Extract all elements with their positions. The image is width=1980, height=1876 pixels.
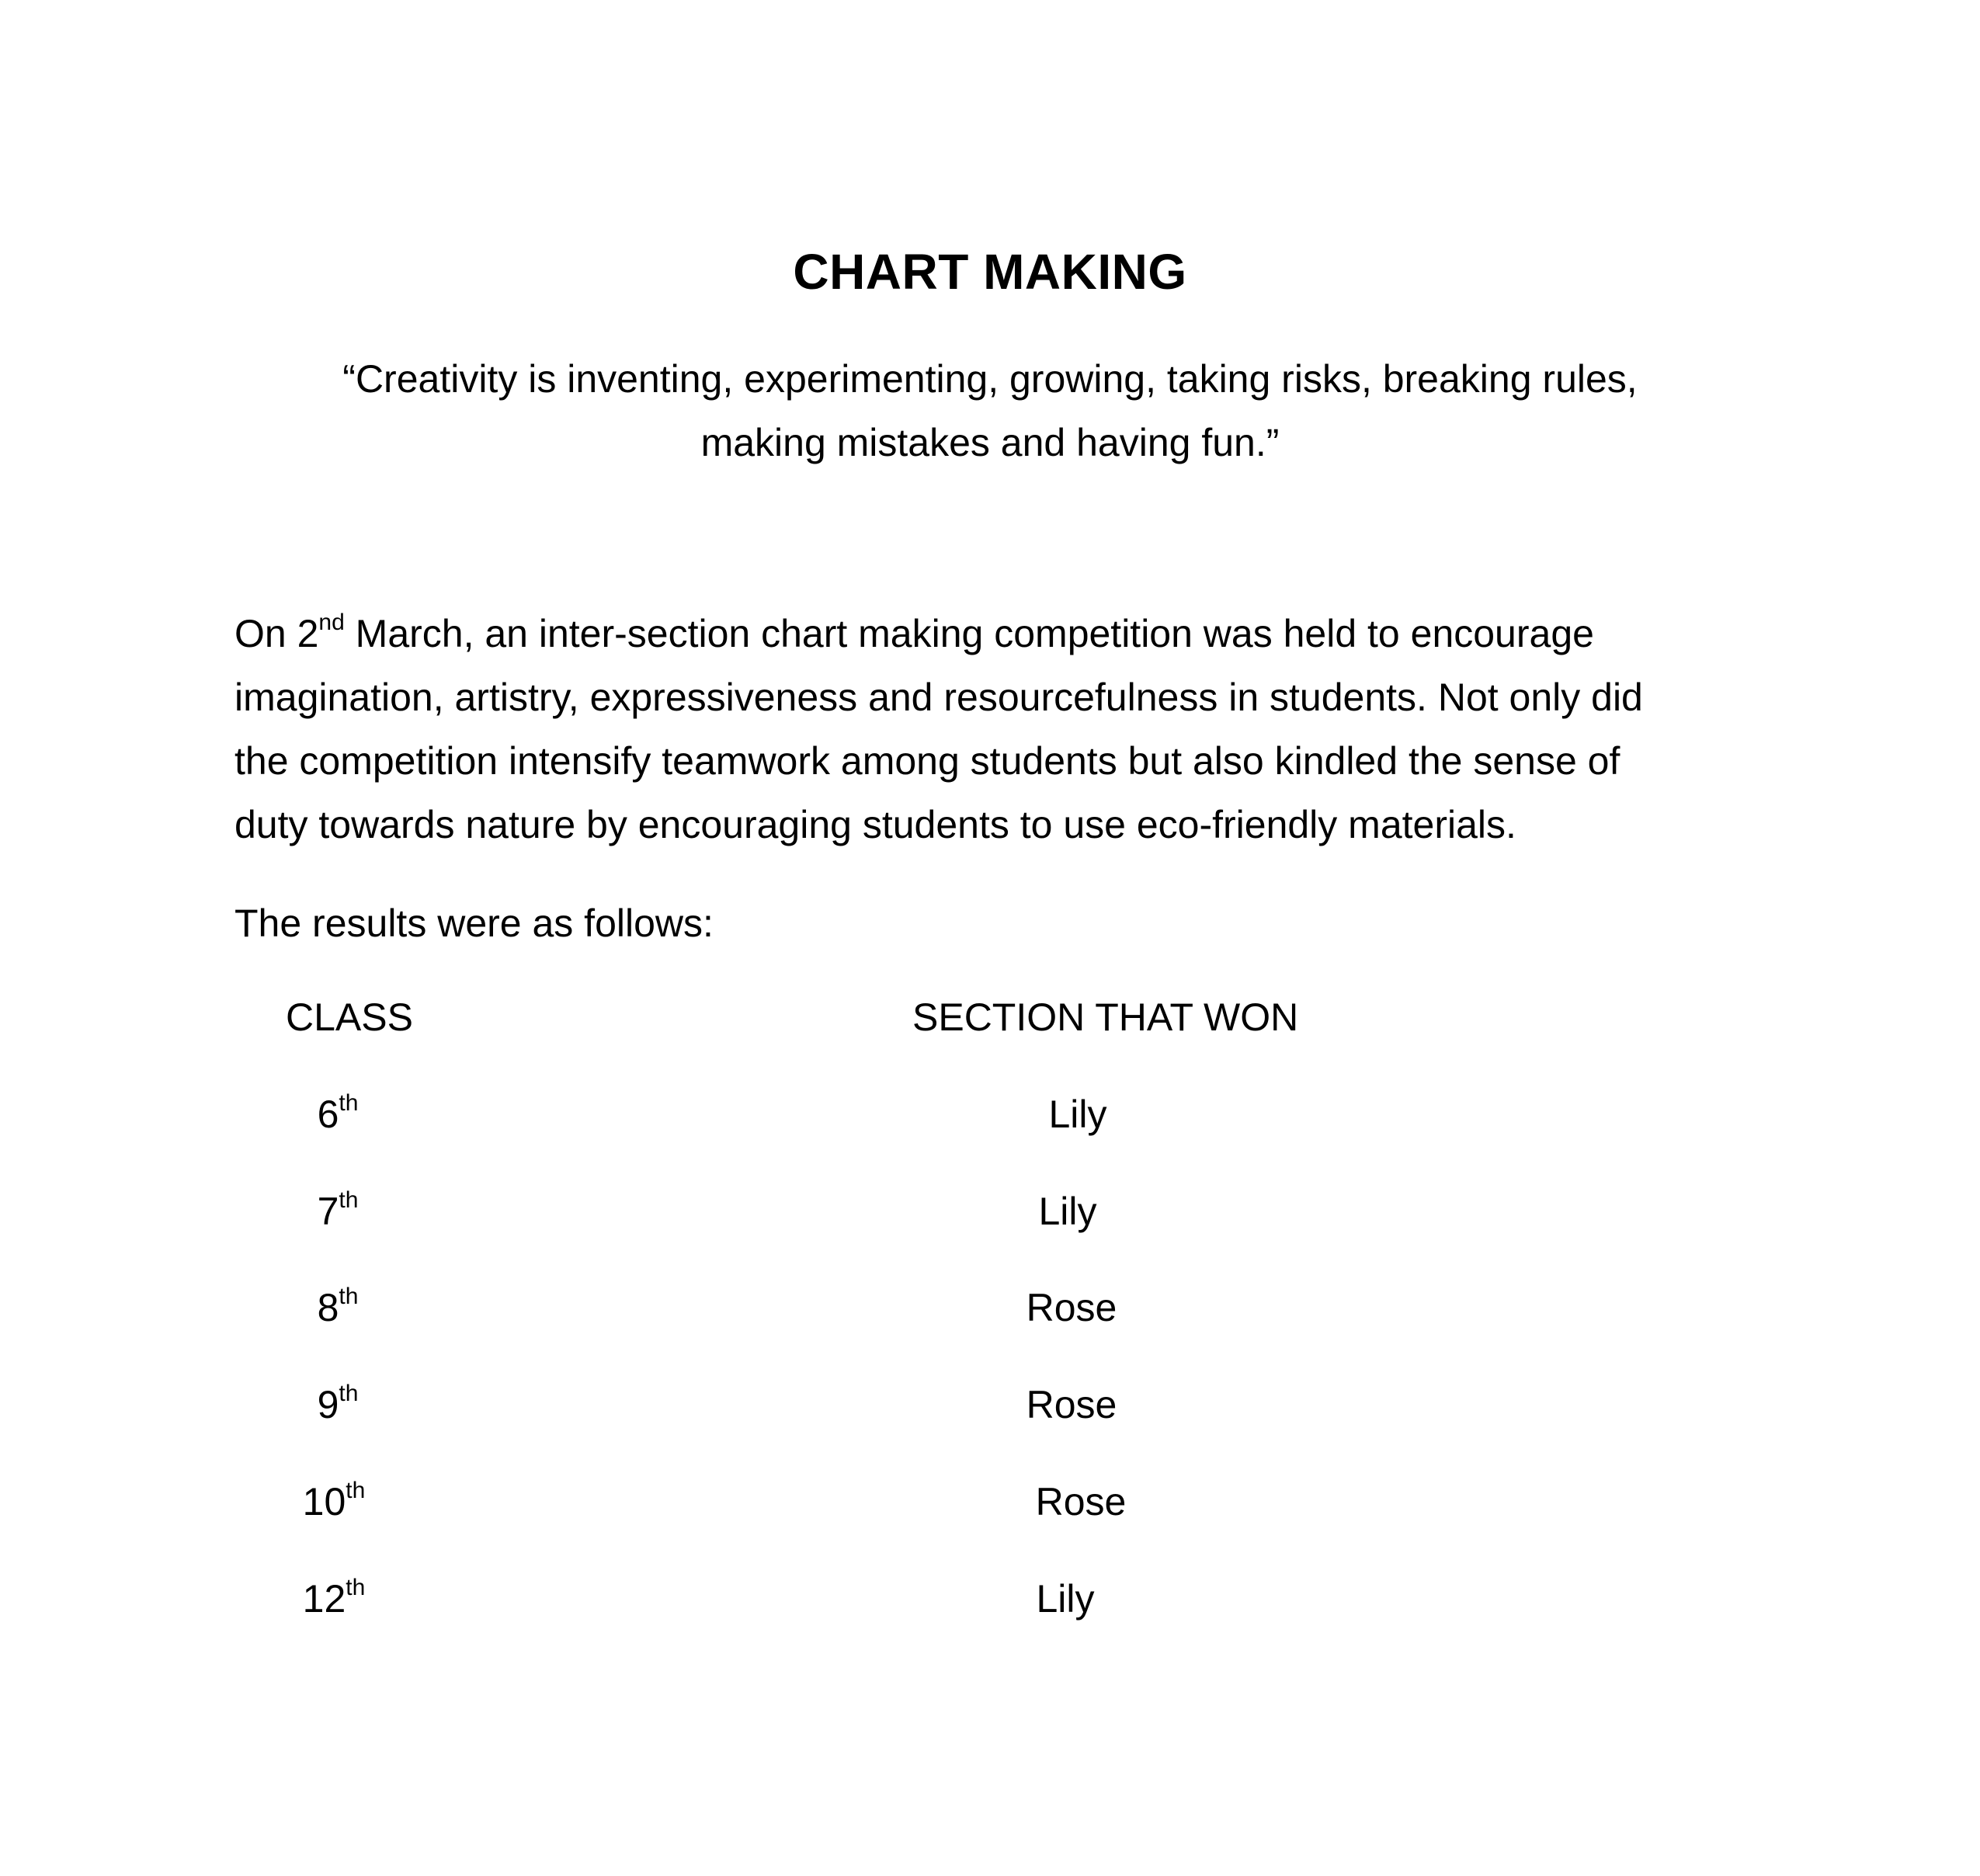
class-cell	[283, 1280, 392, 1335]
class-number: 12	[302, 1577, 346, 1621]
section-cell: Rose	[1026, 1286, 1117, 1329]
ordinal-suffix: th	[339, 1381, 359, 1407]
paragraph-line: duty towards nature by encouraging students to use eco-friendly materials.	[234, 803, 1516, 846]
class-number: 9	[317, 1383, 339, 1426]
paragraph-line	[234, 602, 1787, 665]
column-header-class: CLASS	[286, 995, 413, 1039]
results-intro: The results were as follows:	[234, 902, 714, 945]
paragraph-line: imagination, artistry, expressiveness and resourcefulness in students. Not only did	[234, 676, 1643, 719]
section-cell: Lily	[1038, 1190, 1097, 1233]
paragraph-text: March, an inter-section chart making competition was held to encourage	[344, 612, 1594, 655]
class-cell	[283, 1087, 392, 1141]
class-cell	[280, 1475, 388, 1529]
class-cell	[283, 1377, 392, 1432]
section-cell: Rose	[1035, 1480, 1127, 1523]
paragraph-line: the competition intensify teamwork among students but also kindled the sense of	[234, 739, 1620, 783]
class-number: 8	[317, 1286, 339, 1329]
quote-line: making mistakes and having fun.”	[700, 421, 1280, 464]
event-description	[234, 602, 1787, 856]
class-cell	[283, 1184, 392, 1239]
class-number: 7	[317, 1190, 339, 1233]
ordinal-suffix: th	[339, 1284, 359, 1310]
result-row	[0, 1377, 1980, 1447]
section-cell: Lily	[1048, 1093, 1107, 1136]
ordinal-suffix: th	[339, 1090, 359, 1117]
class-cell	[280, 1572, 388, 1626]
ordinal-suffix: nd	[318, 610, 345, 636]
section-cell: Rose	[1026, 1383, 1117, 1426]
result-row	[0, 1475, 1980, 1544]
class-number: 6	[317, 1093, 339, 1136]
ordinal-suffix: th	[346, 1575, 366, 1601]
result-row	[0, 1087, 1980, 1157]
result-row	[0, 1572, 1980, 1642]
quote-line: “Creativity is inventing, experimenting, growing, taking risks, breaking rules,	[342, 357, 1638, 401]
result-row	[0, 1280, 1980, 1350]
ordinal-suffix: th	[346, 1478, 366, 1504]
class-number: 10	[302, 1480, 346, 1523]
quote	[233, 347, 1747, 474]
column-header-section: SECTION THAT WON	[912, 995, 1299, 1039]
result-row	[0, 1184, 1980, 1254]
section-cell: Lily	[1036, 1577, 1095, 1621]
paragraph-text: On 2	[234, 612, 319, 655]
document-title: CHART MAKING	[793, 244, 1187, 300]
ordinal-suffix: th	[339, 1187, 359, 1214]
